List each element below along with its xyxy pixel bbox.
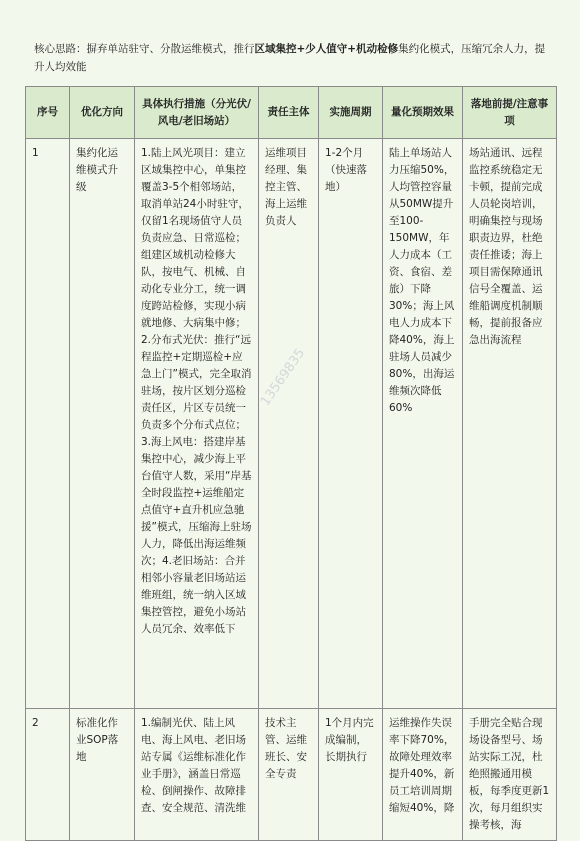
table-row: [26, 709, 557, 841]
watermark: 13569835: [257, 346, 309, 409]
cell-no: 1: [26, 139, 70, 709]
cell-effect: 运维操作失误率下降70%，故障处理效率提升40%，新员工培训周期缩短40%，降: [383, 709, 463, 841]
cell-owner: 技术主管、运维班长、安全专责: [259, 709, 319, 841]
header-notes: 落地前提/注意事项: [463, 87, 557, 139]
intro-suffix: 集约化模式，压缩冗余人力，提升人均效能: [34, 43, 546, 73]
cell-owner: 运维项目经理、集控主管、海上运维负责人: [259, 139, 319, 709]
intro-bold: 区域集控+少人值守+机动检修: [254, 43, 399, 55]
intro-paragraph: [34, 40, 554, 76]
cell-notes: 手册完全贴合现场设备型号、场站实际工况，杜绝照搬通用模板，每季度更新1次，每月组织实操考核，海: [463, 709, 557, 841]
intro-prefix: 核心思路：摒弃单站驻守、分散运维模式，推行: [34, 43, 255, 55]
table-header-row: [26, 87, 557, 139]
header-measures: 具体执行措施（分光伏/风电/老旧场站）: [135, 87, 259, 139]
cell-period: 1个月内完成编制，长期执行: [319, 709, 383, 841]
cell-direction: 集约化运维模式升级: [70, 139, 135, 709]
optimization-table: [25, 86, 557, 841]
cell-notes: 场站通讯、远程监控系统稳定无卡顿，提前完成人员轮岗培训，明确集控与现场职责边界，杜绝责任推诿；海上项目需保障通讯信号全覆盖、运维船调度机制顺畅，提前报备应急出海流程: [463, 139, 557, 709]
header-no: 序号: [26, 87, 70, 139]
cell-measures: 1.陆上风光项目：建立区域集控中心，单集控覆盖3-5个相邻场站，取消单站24小时驻守，仅留1名现场值守人员负责应急、日常巡检；组建区域机动检修大队，按电气、机械、自动化专业分工，统一调度跨站检修，实现小病就地修、大病集中修；2.分布式光伏：推行“远程监控+定期巡检+应急上门”模式，完全取消驻场，按片区划分巡检责任区，片区专员统一负责多个分布式点位；3.海上风电：搭建岸基集控中心，减少海上平台值守人数，采用“岸基全时段监控+运维船定点值守+直升机应急驰援”模式，压缩海上驻场人力，降低出海运维频次；4.老旧场站：合并相邻小容量老旧场站运维班组，统一纳入区域集控管控，避免小场站人员冗余、效率低下: [135, 139, 259, 709]
cell-effect: 陆上单场站人力压缩50%，人均管控容量从50MW提升至100-150MW，年人力成本（工资、食宿、差旅）下降30%；海上风电人力成本下降40%，海上驻场人员减少80%，出海运维频次降低60%: [383, 139, 463, 709]
table-row: [26, 139, 557, 709]
header-owner: 责任主体: [259, 87, 319, 139]
cell-direction: 标准化作业SOP落地: [70, 709, 135, 841]
cell-measures: 1.编制光伏、陆上风电、海上风电、老旧场站专属《运维标准化作业手册》，涵盖日常巡检、倒闸操作、故障排查、安全规范、清洗维: [135, 709, 259, 841]
cell-no: 2: [26, 709, 70, 841]
header-period: 实施周期: [319, 87, 383, 139]
header-direction: 优化方向: [70, 87, 135, 139]
cell-period: 1-2个月（快速落地）: [319, 139, 383, 709]
header-effect: 量化预期效果: [383, 87, 463, 139]
